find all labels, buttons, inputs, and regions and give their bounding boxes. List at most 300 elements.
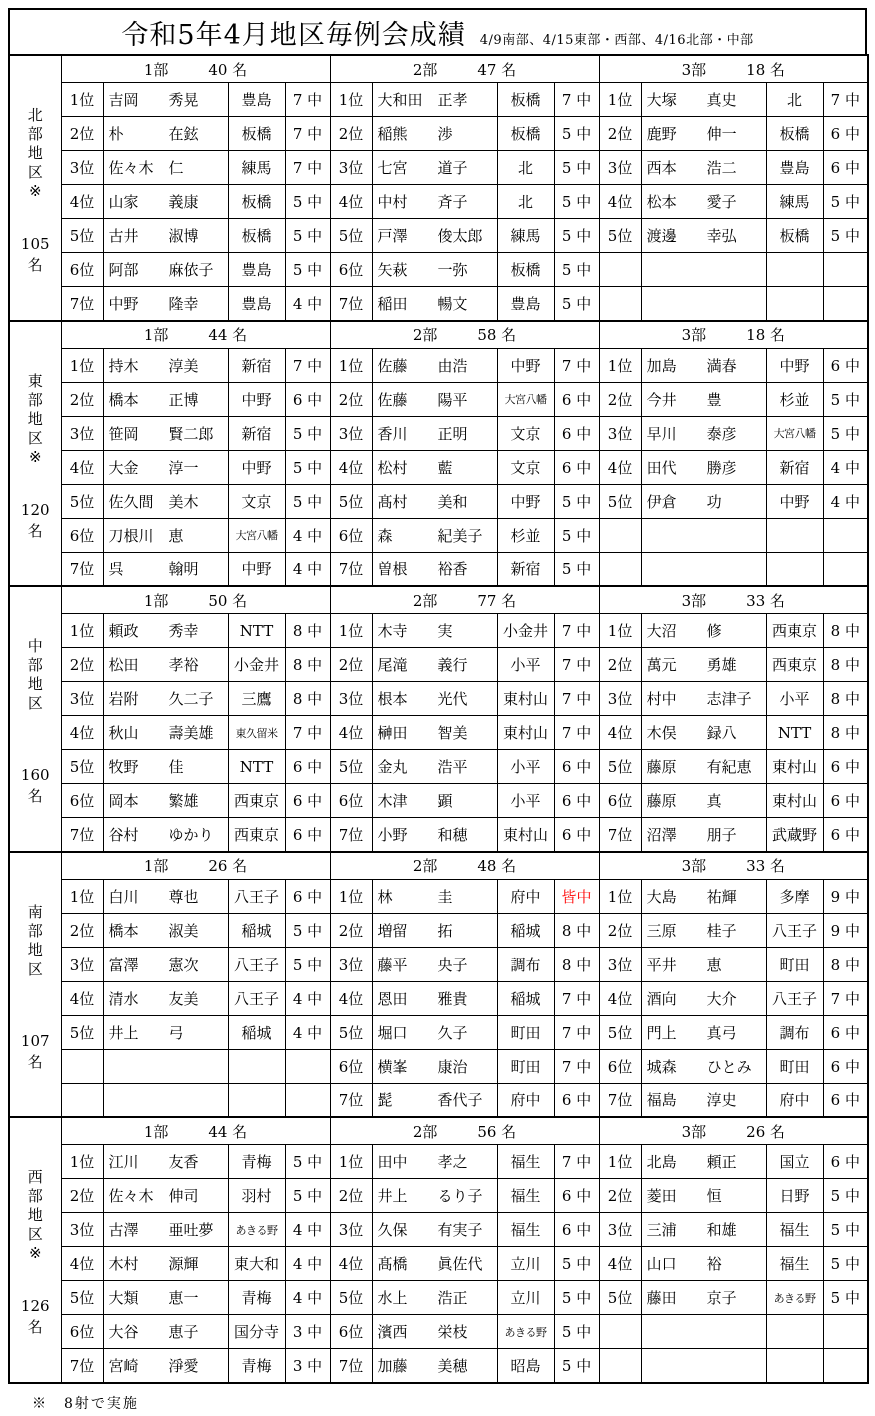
score-cell: 6 中 xyxy=(554,750,599,784)
score-cell: 6 中 xyxy=(823,750,868,784)
family-name: 戸澤 xyxy=(377,227,408,245)
score-cell: 6 中 xyxy=(285,818,330,852)
part-count: 44 名 xyxy=(208,326,248,344)
score-cell: 4 中 xyxy=(285,1281,330,1315)
name-cell xyxy=(103,913,228,947)
family-name: 大金 xyxy=(108,458,139,477)
score-cell: 4 中 xyxy=(285,1247,330,1281)
score-cell: 6 中 xyxy=(554,1213,599,1247)
family-name: 曽根 xyxy=(377,560,408,579)
district-name-char: 部 xyxy=(27,390,43,409)
name-cell xyxy=(103,253,228,287)
name-cell xyxy=(641,151,766,185)
score-cell: 6 中 xyxy=(554,784,599,818)
name-content xyxy=(642,1151,766,1172)
given-name: 勝彦 xyxy=(706,458,737,477)
club-cell: 東村山 xyxy=(766,750,823,784)
given-name: 朋子 xyxy=(706,825,737,844)
name-content xyxy=(373,1355,497,1376)
club-cell: 多摩 xyxy=(766,879,823,913)
name-cell xyxy=(103,1247,228,1281)
family-name: 大沼 xyxy=(646,622,677,640)
club-cell: 豊島 xyxy=(228,253,285,287)
name-content xyxy=(373,688,497,709)
family-name: 小野 xyxy=(377,825,408,844)
family-name: 山口 xyxy=(646,1255,677,1273)
part-label: 2部 xyxy=(412,1122,438,1141)
name-content xyxy=(104,89,228,110)
result-row xyxy=(9,750,868,784)
name-content xyxy=(642,1056,766,1077)
name-cell xyxy=(372,1247,497,1281)
name-cell xyxy=(372,219,497,253)
family-name: 井上 xyxy=(377,1187,408,1205)
rank-cell: 4位 xyxy=(330,981,372,1015)
district-name-char: ※ xyxy=(28,447,42,466)
name-cell xyxy=(372,518,497,552)
rank-cell: 4位 xyxy=(599,981,641,1015)
score-cell: 6 中 xyxy=(285,879,330,913)
result-row xyxy=(9,151,868,185)
result-row xyxy=(9,552,868,586)
family-name: 佐藤 xyxy=(377,356,408,375)
score-cell xyxy=(823,518,868,552)
given-name: 大介 xyxy=(706,989,737,1008)
name-content xyxy=(104,157,228,178)
rank-cell: 6位 xyxy=(330,518,372,552)
club-cell: 西東京 xyxy=(228,818,285,852)
club-cell xyxy=(228,1083,285,1117)
rank-cell: 4位 xyxy=(61,185,103,219)
score-cell: 5 中 xyxy=(554,219,599,253)
club-cell: 福生 xyxy=(766,1213,823,1247)
score-cell: 6 中 xyxy=(554,382,599,416)
name-cell xyxy=(641,1145,766,1179)
club-cell: 稲城 xyxy=(228,1015,285,1049)
name-content xyxy=(373,1321,497,1342)
part-header-content xyxy=(331,1121,599,1142)
rank-cell: 7位 xyxy=(330,1083,372,1117)
given-name: 道子 xyxy=(437,159,468,177)
name-cell xyxy=(641,518,766,552)
score-cell: 4 中 xyxy=(285,287,330,321)
district-count-number: 160 xyxy=(20,766,50,784)
club-cell: 練馬 xyxy=(766,185,823,219)
given-name: 淑博 xyxy=(168,227,199,245)
given-name: 裕 xyxy=(706,1255,722,1273)
given-name: 久子 xyxy=(437,1023,468,1042)
given-name: 孝裕 xyxy=(168,656,199,674)
club-cell: 大宮八幡 xyxy=(228,518,285,552)
name-content xyxy=(373,790,497,811)
name-cell xyxy=(372,784,497,818)
club-cell: 立川 xyxy=(497,1247,554,1281)
given-name: 和穂 xyxy=(437,825,468,844)
family-name: 大和田 xyxy=(377,91,423,109)
name-content xyxy=(104,756,228,777)
page-subtitle: 4/9南部、4/15東部・西部、4/16北部・中部 xyxy=(479,32,754,48)
name-content xyxy=(642,756,766,777)
club-cell: 三鷹 xyxy=(228,682,285,716)
name-content xyxy=(373,1287,497,1308)
result-row xyxy=(9,648,868,682)
part-header xyxy=(61,1117,330,1145)
name-cell xyxy=(372,348,497,382)
family-name: 佐々木 xyxy=(108,1187,154,1205)
part-header-content xyxy=(600,324,868,345)
club-cell: 板橋 xyxy=(497,83,554,117)
part-header-row xyxy=(9,852,868,880)
result-row xyxy=(9,1247,868,1281)
rank-cell xyxy=(599,1315,641,1349)
rank-cell: 4位 xyxy=(61,450,103,484)
name-content xyxy=(373,988,497,1009)
club-cell: 昭島 xyxy=(497,1349,554,1383)
given-name: 壽美雄 xyxy=(168,724,214,742)
rank-cell xyxy=(599,552,641,586)
club-cell: 青梅 xyxy=(228,1349,285,1383)
district-name-char: 部 xyxy=(27,656,43,674)
rank-cell: 2位 xyxy=(599,1179,641,1213)
given-name: 淨愛 xyxy=(168,1356,199,1375)
family-name: 城森 xyxy=(646,1057,677,1076)
score-cell: 6 中 xyxy=(285,382,330,416)
family-name: 増留 xyxy=(377,921,408,940)
result-row xyxy=(9,1179,868,1213)
given-name: 智美 xyxy=(437,724,468,742)
family-name: 沼澤 xyxy=(646,825,677,844)
name-cell xyxy=(372,253,497,287)
rank-cell: 7位 xyxy=(330,818,372,852)
title-bar xyxy=(8,8,867,56)
club-cell: 小金井 xyxy=(497,614,554,648)
score-cell: 6 中 xyxy=(823,818,868,852)
given-name: 栄枝 xyxy=(437,1323,468,1341)
name-content xyxy=(104,954,228,975)
name-content xyxy=(104,1253,228,1274)
score-cell: 7 中 xyxy=(554,981,599,1015)
rank-cell: 1位 xyxy=(330,614,372,648)
district-name-char: 地 xyxy=(27,940,43,959)
score-cell: 4 中 xyxy=(285,1015,330,1049)
club-cell: 日野 xyxy=(766,1179,823,1213)
name-cell xyxy=(372,450,497,484)
name-cell xyxy=(372,716,497,750)
club-cell: 青梅 xyxy=(228,1281,285,1315)
family-name: 吉岡 xyxy=(108,91,139,109)
family-name: 髭 xyxy=(377,1091,393,1110)
rank-cell: 3位 xyxy=(330,1213,372,1247)
part-label: 1部 xyxy=(143,591,169,610)
name-content xyxy=(373,1022,497,1043)
family-name: 佐久間 xyxy=(108,492,154,511)
family-name: 根本 xyxy=(377,690,408,708)
part-label: 1部 xyxy=(143,326,169,344)
name-content xyxy=(104,293,228,314)
name-content xyxy=(373,886,497,907)
name-cell xyxy=(372,83,497,117)
rank-cell: 2位 xyxy=(599,117,641,151)
part-count: 18 名 xyxy=(746,60,786,79)
rank-cell: 1位 xyxy=(61,614,103,648)
part-header xyxy=(330,1117,599,1145)
rank-cell: 4位 xyxy=(330,450,372,484)
club-cell: 杉並 xyxy=(497,518,554,552)
family-name: 七宮 xyxy=(377,159,408,177)
family-name: 牧野 xyxy=(108,758,139,776)
club-cell: 小金井 xyxy=(228,648,285,682)
name-cell xyxy=(641,1281,766,1315)
family-name: 中村 xyxy=(377,193,408,211)
name-cell xyxy=(372,750,497,784)
club-cell xyxy=(766,1315,823,1349)
district-count xyxy=(21,234,50,276)
given-name: 久二子 xyxy=(168,690,214,708)
part-header-content xyxy=(331,59,599,80)
rank-cell: 5位 xyxy=(330,484,372,518)
part-header-content xyxy=(62,1121,330,1142)
rank-cell: 5位 xyxy=(61,1015,103,1049)
part-label: 3部 xyxy=(681,1122,707,1141)
district-count-unit: 名 xyxy=(27,1318,43,1336)
part-header xyxy=(330,852,599,880)
club-cell: 東村山 xyxy=(497,682,554,716)
given-name: 康治 xyxy=(437,1057,468,1076)
given-name: 斉子 xyxy=(437,193,468,211)
club-cell: 大宮八幡 xyxy=(766,416,823,450)
club-cell: 稲城 xyxy=(228,913,285,947)
name-cell xyxy=(641,382,766,416)
club-cell: 板橋 xyxy=(497,117,554,151)
club-cell: 稲城 xyxy=(497,913,554,947)
score-cell: 7 中 xyxy=(285,117,330,151)
part-header-content xyxy=(600,59,868,80)
name-cell xyxy=(372,1315,497,1349)
score-cell: 5 中 xyxy=(554,484,599,518)
family-name: 木津 xyxy=(377,792,408,810)
family-name: 萬元 xyxy=(646,656,677,674)
district-name-char: 部 xyxy=(27,1187,43,1205)
score-cell: 4 中 xyxy=(285,981,330,1015)
rank-cell: 5位 xyxy=(61,484,103,518)
name-content xyxy=(373,491,497,512)
rank-cell: 4位 xyxy=(330,1247,372,1281)
score-cell: 7 中 xyxy=(554,716,599,750)
rank-cell: 5位 xyxy=(330,1281,372,1315)
part-count: 33 名 xyxy=(746,857,786,875)
family-name: 髙橋 xyxy=(377,1255,408,1273)
club-cell: 町田 xyxy=(497,1049,554,1083)
rank-cell: 7位 xyxy=(330,287,372,321)
district-count-number: 107 xyxy=(20,1031,50,1050)
name-cell xyxy=(641,450,766,484)
given-name: 美木 xyxy=(168,492,199,511)
rank-cell xyxy=(599,518,641,552)
name-cell xyxy=(641,253,766,287)
name-cell xyxy=(641,614,766,648)
result-row xyxy=(9,348,868,382)
name-cell xyxy=(641,287,766,321)
name-cell xyxy=(641,1247,766,1281)
name-cell xyxy=(641,484,766,518)
club-cell: 府中 xyxy=(766,1083,823,1117)
family-name: 笹岡 xyxy=(108,424,139,443)
district-name-char: 北 xyxy=(27,106,43,124)
score-cell: 8 中 xyxy=(554,947,599,981)
family-name: 秋山 xyxy=(108,724,139,742)
given-name: 勇雄 xyxy=(706,656,737,674)
name-content xyxy=(104,1287,228,1308)
rank-cell: 6位 xyxy=(599,784,641,818)
name-cell xyxy=(103,348,228,382)
score-cell xyxy=(823,253,868,287)
name-cell xyxy=(372,682,497,716)
part-header xyxy=(599,1117,868,1145)
rank-cell xyxy=(61,1049,103,1083)
family-name: 江川 xyxy=(108,1153,139,1171)
result-row xyxy=(9,818,868,852)
club-cell xyxy=(228,1049,285,1083)
family-name: 菱田 xyxy=(646,1187,677,1205)
score-cell: 4 中 xyxy=(285,1213,330,1247)
club-cell: 府中 xyxy=(497,1083,554,1117)
name-cell xyxy=(372,1213,497,1247)
name-cell xyxy=(641,784,766,818)
family-name: 朴 xyxy=(108,125,124,143)
given-name: 友美 xyxy=(168,989,199,1008)
given-name: 藍 xyxy=(437,458,453,477)
club-cell: 調布 xyxy=(497,947,554,981)
rank-cell: 1位 xyxy=(599,1145,641,1179)
part-header xyxy=(330,55,599,83)
name-content xyxy=(642,491,766,512)
part-label: 1部 xyxy=(143,1122,169,1141)
district-name-char: 西 xyxy=(27,1168,43,1186)
club-cell: 東大和 xyxy=(228,1247,285,1281)
name-content xyxy=(642,1185,766,1206)
club-cell: NTT xyxy=(228,750,285,784)
rank-cell: 2位 xyxy=(330,913,372,947)
club-cell: 国分寺 xyxy=(228,1315,285,1349)
score-cell xyxy=(285,1083,330,1117)
district-label xyxy=(9,586,61,852)
name-content xyxy=(373,722,497,743)
rank-cell: 6位 xyxy=(330,1315,372,1349)
name-content xyxy=(104,525,228,546)
given-name: 孝之 xyxy=(437,1153,468,1171)
rank-cell: 7位 xyxy=(599,1083,641,1117)
club-cell: 立川 xyxy=(497,1281,554,1315)
given-name: 淳一 xyxy=(168,458,199,477)
name-content xyxy=(373,123,497,144)
given-name: るり子 xyxy=(437,1187,483,1205)
given-name: 実 xyxy=(437,622,453,640)
family-name: 榊田 xyxy=(377,724,408,742)
rank-cell: 7位 xyxy=(61,287,103,321)
family-name: 藤田 xyxy=(646,1289,677,1307)
district-count xyxy=(21,1296,50,1338)
given-name: 仁 xyxy=(168,159,184,177)
score-cell: 6 中 xyxy=(823,1015,868,1049)
district-count-number: 126 xyxy=(20,1297,50,1315)
family-name: 松村 xyxy=(377,458,408,477)
part-header-content xyxy=(62,59,330,80)
rank-cell: 4位 xyxy=(599,450,641,484)
part-count: 56 名 xyxy=(477,1122,517,1141)
rank-cell: 3位 xyxy=(330,682,372,716)
score-cell: 8 中 xyxy=(285,682,330,716)
name-cell xyxy=(641,913,766,947)
family-name: 宮崎 xyxy=(108,1356,139,1375)
name-content xyxy=(104,988,228,1009)
family-name: 大谷 xyxy=(108,1323,139,1341)
part-count: 47 名 xyxy=(477,60,517,79)
result-row xyxy=(9,416,868,450)
rank-cell: 4位 xyxy=(61,1247,103,1281)
rank-cell: 2位 xyxy=(330,648,372,682)
family-name: 阿部 xyxy=(108,261,139,279)
name-content xyxy=(373,654,497,675)
name-cell xyxy=(641,648,766,682)
club-cell: 八王子 xyxy=(766,981,823,1015)
score-cell: 6 中 xyxy=(823,117,868,151)
name-content xyxy=(104,1185,228,1206)
name-cell xyxy=(641,716,766,750)
name-cell xyxy=(103,382,228,416)
score-cell: 7 中 xyxy=(554,648,599,682)
name-content xyxy=(642,1253,766,1274)
score-cell: 6 中 xyxy=(554,450,599,484)
district-name-char: 区 xyxy=(27,1225,43,1243)
name-content xyxy=(642,654,766,675)
name-content xyxy=(104,920,228,941)
name-cell xyxy=(103,518,228,552)
rank-cell: 4位 xyxy=(330,716,372,750)
name-cell xyxy=(372,818,497,852)
family-name: 中野 xyxy=(108,294,139,313)
given-name: 眞佐代 xyxy=(437,1255,483,1273)
name-content xyxy=(642,423,766,444)
name-content xyxy=(642,886,766,907)
name-content xyxy=(373,954,497,975)
family-name: 平井 xyxy=(646,955,677,974)
club-cell: 西東京 xyxy=(766,648,823,682)
family-name: 横峯 xyxy=(377,1057,408,1076)
name-content xyxy=(104,457,228,478)
club-cell: 新宿 xyxy=(228,348,285,382)
given-name: 真史 xyxy=(706,91,737,109)
rank-cell: 7位 xyxy=(330,1349,372,1383)
part-header xyxy=(61,852,330,880)
part-count: 18 名 xyxy=(746,326,786,344)
name-cell xyxy=(372,1049,497,1083)
district-name-char: 地 xyxy=(27,409,43,428)
score-cell: 8 中 xyxy=(823,682,868,716)
family-name: 三原 xyxy=(646,921,677,940)
given-name: 圭 xyxy=(437,887,453,906)
name-cell xyxy=(641,1049,766,1083)
rank-cell: 2位 xyxy=(61,1179,103,1213)
given-name: 恒 xyxy=(706,1187,722,1205)
name-content xyxy=(373,423,497,444)
score-cell: 8 中 xyxy=(823,947,868,981)
name-content xyxy=(373,1089,497,1110)
given-name: 暢文 xyxy=(437,294,468,313)
given-name: 録八 xyxy=(706,724,737,742)
family-name: 門上 xyxy=(646,1023,677,1042)
name-cell xyxy=(103,818,228,852)
club-cell: 中野 xyxy=(228,450,285,484)
